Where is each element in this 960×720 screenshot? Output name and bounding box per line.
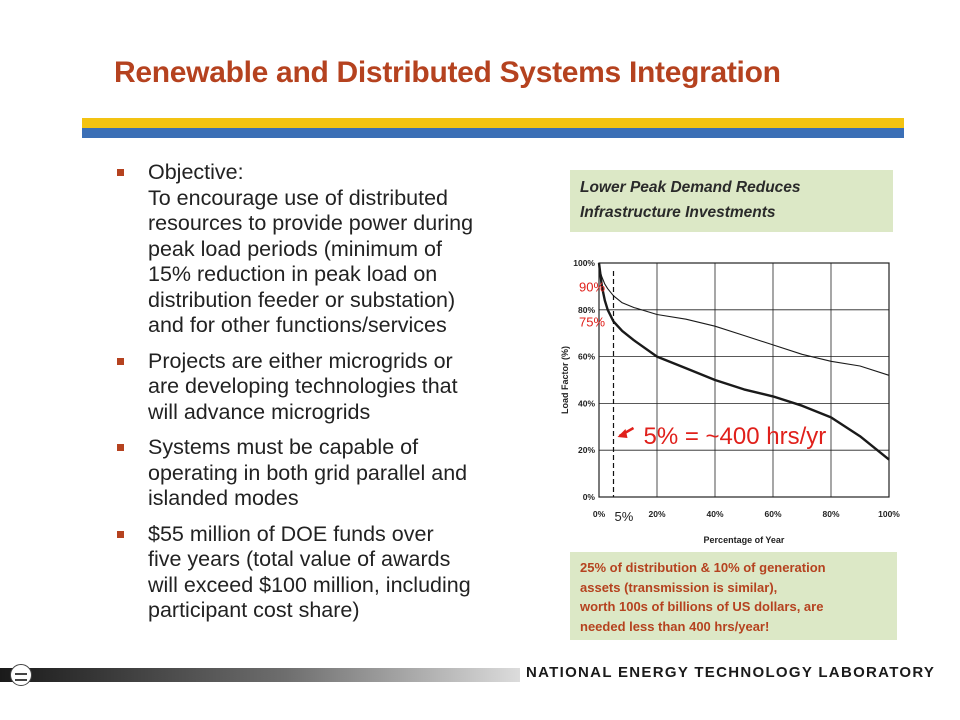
bullet-line: resources to provide power during: [148, 211, 474, 235]
bullet-line: will exceed $100 million, including: [148, 572, 471, 597]
bullet-line: $55 million of DOE funds over: [148, 521, 434, 546]
bullet-line: islanded modes: [148, 486, 299, 510]
bullet-line: participant cost share): [148, 598, 360, 622]
bullet-item-projects: [114, 349, 534, 426]
callout-line: assets (transmission is similar),: [580, 579, 778, 595]
y-tick-label: 60%: [577, 351, 595, 362]
y-tick-label: 40%: [577, 398, 595, 409]
y-axis-label: Load Factor (%): [560, 345, 570, 415]
level-label-75: 75%: [579, 314, 606, 330]
x-axis-label: Percentage of Year: [703, 535, 785, 545]
callout-line: Infrastructure Investments: [580, 204, 776, 221]
bullet-square-icon: [117, 444, 124, 451]
bullet-line: Projects are either microgrids or: [148, 348, 453, 373]
callout-line: Lower Peak Demand Reduces: [580, 179, 801, 196]
x-tick-label: 0%: [592, 509, 606, 519]
five-percent-tick-label: 5%: [614, 509, 634, 524]
x-tick-label: 100%: [878, 509, 900, 519]
bullet-square-icon: [117, 169, 124, 176]
footer-org-name: NATIONAL ENERGY TECHNOLOGY LABORATORY: [526, 664, 936, 681]
load-duration-chart: [552, 252, 912, 552]
slide-title: Renewable and Distributed Systems Integration: [114, 56, 781, 89]
bullet-line: 15% reduction in peak load on: [148, 262, 438, 286]
footer-gradient-bar: [0, 668, 520, 682]
bullet-list: [114, 160, 534, 634]
x-tick-label: 60%: [764, 509, 782, 519]
level-label-90: 90%: [579, 279, 606, 295]
series-line: [599, 268, 889, 376]
bullet-square-icon: [117, 531, 124, 538]
bullet-item-funding: [114, 522, 534, 624]
bullet-line: distribution feeder or substation): [148, 287, 456, 312]
hours-annotation: 5% = ~400 hrs/yr: [643, 423, 827, 450]
netl-logo-icon: [10, 664, 32, 686]
y-tick-label: 80%: [577, 304, 595, 315]
x-tick-label: 20%: [648, 509, 666, 519]
bullet-line: To encourage use of distributed: [148, 185, 449, 210]
bullet-line: are developing technologies that: [148, 374, 458, 398]
y-tick-label: 20%: [577, 445, 595, 456]
bullet-line: will advance microgrids: [148, 399, 371, 424]
callout-asset-utilization: [570, 552, 897, 640]
callout-line: worth 100s of billions of US dollars, are: [580, 599, 824, 614]
bullet-line: Objective:: [148, 160, 244, 184]
arrowhead-icon: [618, 429, 628, 438]
load-duration-chart-svg: [552, 252, 912, 552]
bullet-square-icon: [117, 358, 124, 365]
plot-frame: [599, 263, 889, 497]
callout-line: needed less than 400 hrs/year!: [580, 618, 770, 634]
x-tick-label: 40%: [706, 509, 724, 519]
y-tick-label: 100%: [573, 258, 595, 268]
x-tick-label: 80%: [822, 509, 840, 519]
title-rule-gold: [82, 118, 904, 128]
callout-line: 25% of distribution & 10% of generation: [580, 560, 826, 575]
title-rule-blue: [82, 128, 904, 138]
y-tick-label: 0%: [582, 492, 595, 502]
bullet-line: Systems must be capable of: [148, 435, 419, 459]
bullet-item-objective: [114, 160, 534, 339]
callout-peak-demand: [570, 170, 893, 232]
bullet-item-systems: [114, 435, 534, 512]
bullet-line: five years (total value of awards: [148, 547, 451, 571]
bullet-line: and for other functions/services: [148, 313, 447, 337]
bullet-line: operating in both grid parallel and: [148, 460, 468, 485]
bullet-line: peak load periods (minimum of: [148, 236, 442, 261]
